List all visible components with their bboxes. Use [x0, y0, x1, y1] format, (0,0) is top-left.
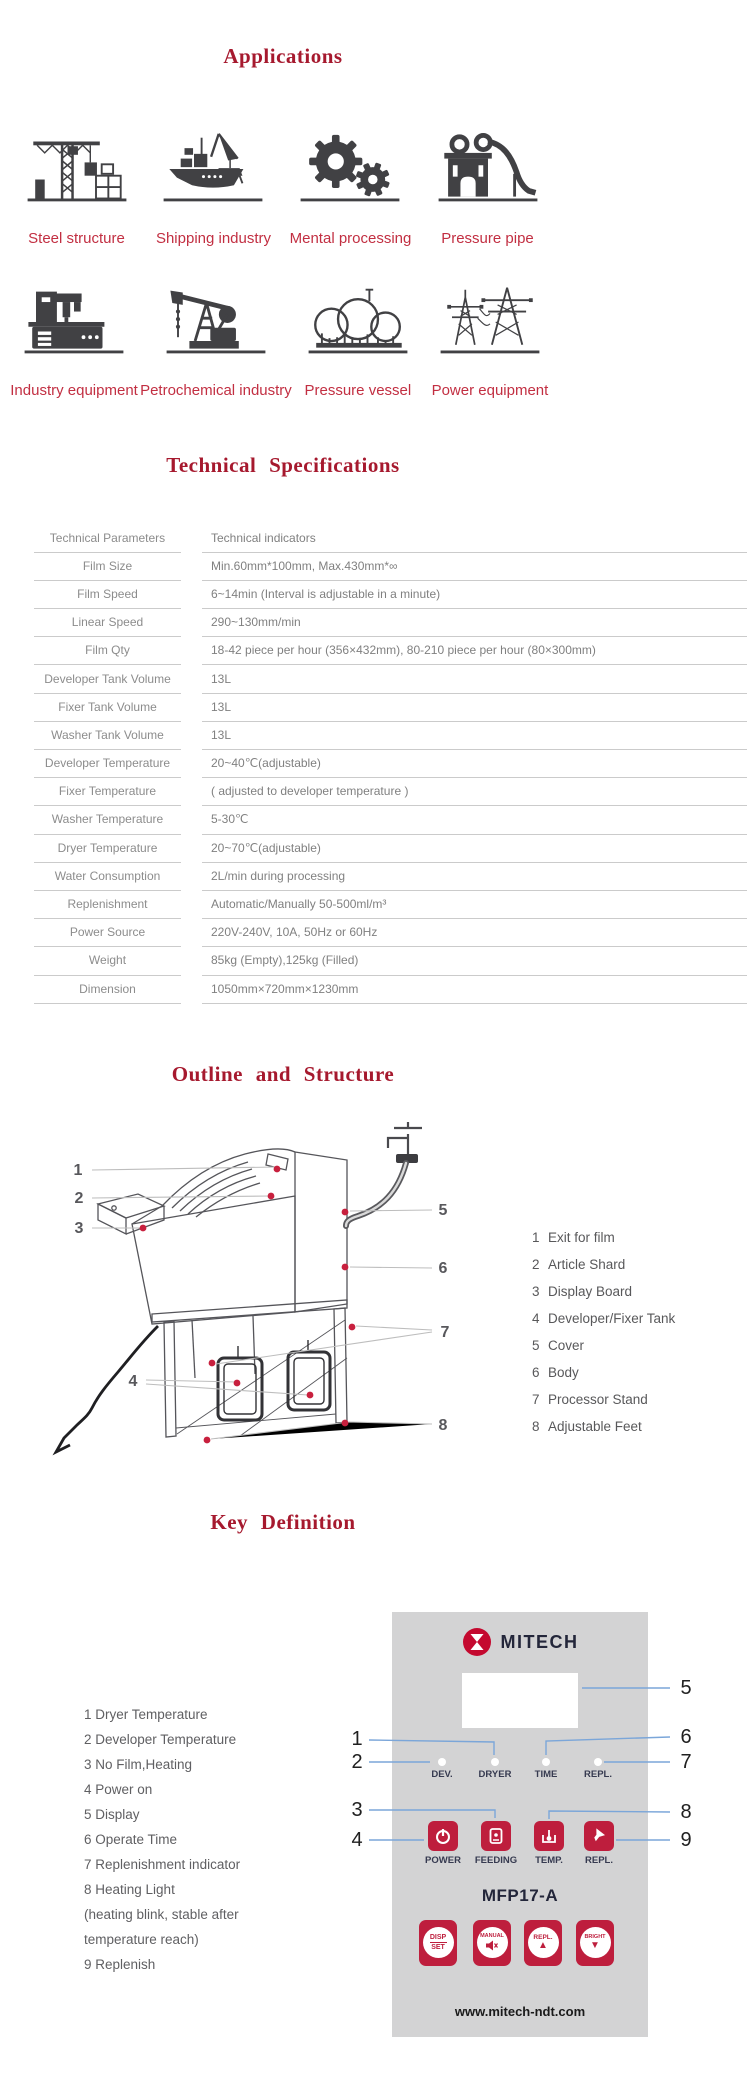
- table-row: [0, 637, 750, 665]
- pressure-vessel-icon: [301, 282, 415, 362]
- table-row: [0, 778, 750, 806]
- value-cell: Min.60mm*100mm, Max.430mm*∞: [202, 552, 747, 581]
- application-label: Pressure pipe: [441, 230, 534, 247]
- replenish-up-button: REPL. ▲: [524, 1920, 562, 1966]
- key-definition-title: Key Definition: [210, 1510, 356, 1534]
- legend-item: 6 Body: [532, 1365, 579, 1380]
- key-list-line: (heating blink, stable after: [84, 1907, 239, 1922]
- svg-text:1: 1: [73, 1162, 83, 1179]
- down-arrow-icon: ▼: [590, 1939, 600, 1951]
- key-list-line: 5 Display: [84, 1807, 140, 1822]
- website-url: www.mitech-ndt.com: [454, 2004, 586, 2019]
- param-cell: Water Consumption: [34, 862, 181, 891]
- legend-item: 2 Article Shard: [532, 1257, 626, 1272]
- param-cell: Dryer Temperature: [34, 834, 181, 863]
- param-cell: Washer Tank Volume: [34, 721, 181, 750]
- key-callout-2: 2: [351, 1751, 363, 1773]
- key-definition-list: [84, 1702, 240, 1977]
- key-list-line: temperature reach): [84, 1932, 199, 1947]
- key-list-line: 4 Power on: [84, 1782, 153, 1797]
- param-cell: Fixer Tank Volume: [34, 693, 181, 722]
- key-callout-1: 1: [351, 1728, 363, 1750]
- table-row: [0, 919, 750, 947]
- repl-button-label: REPL.: [585, 1855, 613, 1866]
- legend-item: 7 Processor Stand: [532, 1392, 648, 1407]
- application-label: Mental processing: [289, 230, 412, 247]
- param-cell: Developer Tank Volume: [34, 664, 181, 693]
- param-cell: Linear Speed: [34, 608, 181, 637]
- key-list-line: 9 Replenish: [84, 1957, 156, 1972]
- application-item: [431, 130, 545, 247]
- key-list-line: 8 Heating Light: [84, 1882, 175, 1897]
- brand-name: MITECH: [500, 1631, 579, 1652]
- pressure-pipe-icon: [431, 130, 545, 210]
- table-row: [0, 947, 750, 975]
- value-cell: 13L: [202, 693, 747, 722]
- application-item: [140, 282, 292, 399]
- value-cell: Technical indicators: [202, 524, 747, 553]
- key-list-line: 1 Dryer Temperature: [84, 1707, 208, 1722]
- outline-title: Outline and Structure: [171, 1062, 395, 1086]
- up-arrow-icon: ▲: [538, 1940, 548, 1952]
- param-cell: Technical Parameters: [34, 524, 181, 553]
- legend-item: 3 Display Board: [532, 1284, 633, 1299]
- table-row: [0, 693, 750, 721]
- application-label: Power equipment: [431, 382, 549, 399]
- application-item: [290, 130, 412, 247]
- param-cell: Fixer Temperature: [34, 777, 181, 806]
- application-item: [156, 130, 271, 247]
- key-callout-lines: [340, 1600, 710, 1860]
- application-item: [301, 282, 415, 399]
- table-row: [0, 862, 750, 890]
- value-cell: 13L: [202, 721, 747, 750]
- application-label: Industry equipment: [10, 382, 138, 399]
- application-label: Petrochemical industry: [140, 382, 292, 399]
- legend-item: 1 Exit for film: [532, 1230, 615, 1245]
- svg-text:3: 3: [74, 1220, 84, 1237]
- param-cell: Weight: [34, 946, 181, 975]
- table-row: [0, 580, 750, 608]
- application-item: [10, 282, 138, 399]
- param-cell: Film Speed: [34, 580, 181, 609]
- mute-speaker-icon: [486, 1940, 498, 1951]
- dev-indicator-label: DEV.: [431, 1769, 453, 1780]
- key-list-line: 3 No Film,Heating: [84, 1757, 193, 1772]
- value-cell: 6~14min (Interval is adjustable in a minute): [202, 580, 747, 609]
- key-callout-6: 6: [680, 1726, 692, 1748]
- value-cell: 1050mm×720mm×1230mm: [202, 975, 747, 1004]
- time-indicator-label: TIME: [534, 1769, 558, 1780]
- application-item: [20, 130, 134, 247]
- legend-item: 5 Cover: [532, 1338, 585, 1353]
- bright-down-button: BRIGHT ▼: [576, 1920, 614, 1966]
- table-row: [0, 524, 750, 552]
- machine-outline-diagram: [40, 1118, 460, 1463]
- application-label: Pressure vessel: [304, 382, 412, 399]
- power-cord: [56, 1326, 158, 1452]
- table-row: [0, 552, 750, 580]
- param-cell: Washer Temperature: [34, 805, 181, 834]
- specifications-title: Technical Specifications: [166, 453, 400, 477]
- key-list-line: 7 Replenishment indicator: [84, 1857, 241, 1872]
- param-cell: Power Source: [34, 918, 181, 947]
- outline-legend: [532, 1224, 675, 1440]
- transmission-towers-icon: [433, 282, 547, 362]
- key-callout-5: 5: [680, 1677, 692, 1699]
- model-name: MFP17-A: [481, 1886, 559, 1905]
- application-item: [432, 282, 549, 399]
- specifications-table: [0, 524, 750, 1003]
- value-cell: 20~70℃(adjustable): [202, 834, 747, 863]
- oil-pumpjack-icon: [159, 282, 273, 362]
- svg-text:7: 7: [440, 1324, 450, 1341]
- param-cell: Developer Temperature: [34, 749, 181, 778]
- key-callout-7: 7: [680, 1751, 692, 1773]
- temp-button-label: TEMP.: [535, 1855, 563, 1866]
- value-cell: 20~40℃(adjustable): [202, 749, 747, 778]
- repl-indicator-label: REPL.: [584, 1769, 612, 1780]
- industry-equipment-icon: [17, 282, 131, 362]
- value-cell: 220V-240V, 10A, 50Hz or 60Hz: [202, 918, 747, 947]
- disp-set-button: DISP SET: [419, 1920, 457, 1966]
- key-callout-8: 8: [680, 1801, 692, 1823]
- value-cell: 13L: [202, 664, 747, 693]
- key-callout-3: 3: [351, 1799, 363, 1821]
- key-list-line: 6 Operate Time: [84, 1832, 178, 1847]
- param-cell: Film Size: [34, 552, 181, 581]
- value-cell: 290~130mm/min: [202, 608, 747, 637]
- application-label: Steel structure: [28, 230, 125, 247]
- manual-button: MANUAL: [473, 1920, 511, 1966]
- key-callout-4: 4: [351, 1829, 363, 1851]
- param-cell: Dimension: [34, 975, 181, 1004]
- cargo-ship-crane-icon: [156, 130, 270, 210]
- table-row: [0, 665, 750, 693]
- feeding-button-label: FEEDING: [474, 1855, 518, 1866]
- svg-text:5: 5: [438, 1202, 448, 1219]
- table-row: [0, 834, 750, 862]
- applications-grid-row-1: [8, 130, 556, 247]
- value-cell: 5-30℃: [202, 805, 747, 834]
- application-label: Shipping industry: [155, 230, 272, 247]
- key-callout-9: 9: [680, 1829, 692, 1851]
- developer-fixer-tanks: [218, 1340, 330, 1420]
- divider: [430, 1942, 447, 1943]
- svg-text:2: 2: [74, 1190, 84, 1207]
- table-row: [0, 750, 750, 778]
- value-cell: 85kg (Empty),125kg (Filled): [202, 946, 747, 975]
- applications-grid-row-2: [8, 282, 556, 399]
- value-cell: 2L/min during processing: [202, 862, 747, 891]
- table-row: [0, 721, 750, 749]
- tower-crane-icon: [20, 130, 134, 210]
- power-button-label: POWER: [425, 1855, 461, 1866]
- table-row: [0, 806, 750, 834]
- svg-text:4: 4: [128, 1373, 138, 1390]
- legend-item: 8 Adjustable Feet: [532, 1419, 642, 1434]
- svg-text:8: 8: [438, 1417, 448, 1434]
- param-cell: Film Qty: [34, 636, 181, 665]
- table-row: [0, 609, 750, 637]
- table-row: [0, 890, 750, 918]
- param-cell: Replenishment: [34, 890, 181, 919]
- value-cell: 18-42 piece per hour (356×432mm), 80-210 piece per hour (80×300mm): [202, 636, 747, 665]
- gears-icon: [293, 130, 407, 210]
- legend-item: 4 Developer/Fixer Tank: [532, 1311, 676, 1326]
- value-cell: Automatic/Manually 50-500ml/m³: [202, 890, 747, 919]
- applications-title: Applications: [223, 44, 343, 68]
- key-list-line: 2 Developer Temperature: [84, 1732, 237, 1747]
- svg-text:6: 6: [438, 1260, 448, 1277]
- value-cell: ( adjusted to developer temperature ): [202, 777, 747, 806]
- dryer-indicator-label: DRYER: [478, 1769, 512, 1780]
- table-row: [0, 975, 750, 1003]
